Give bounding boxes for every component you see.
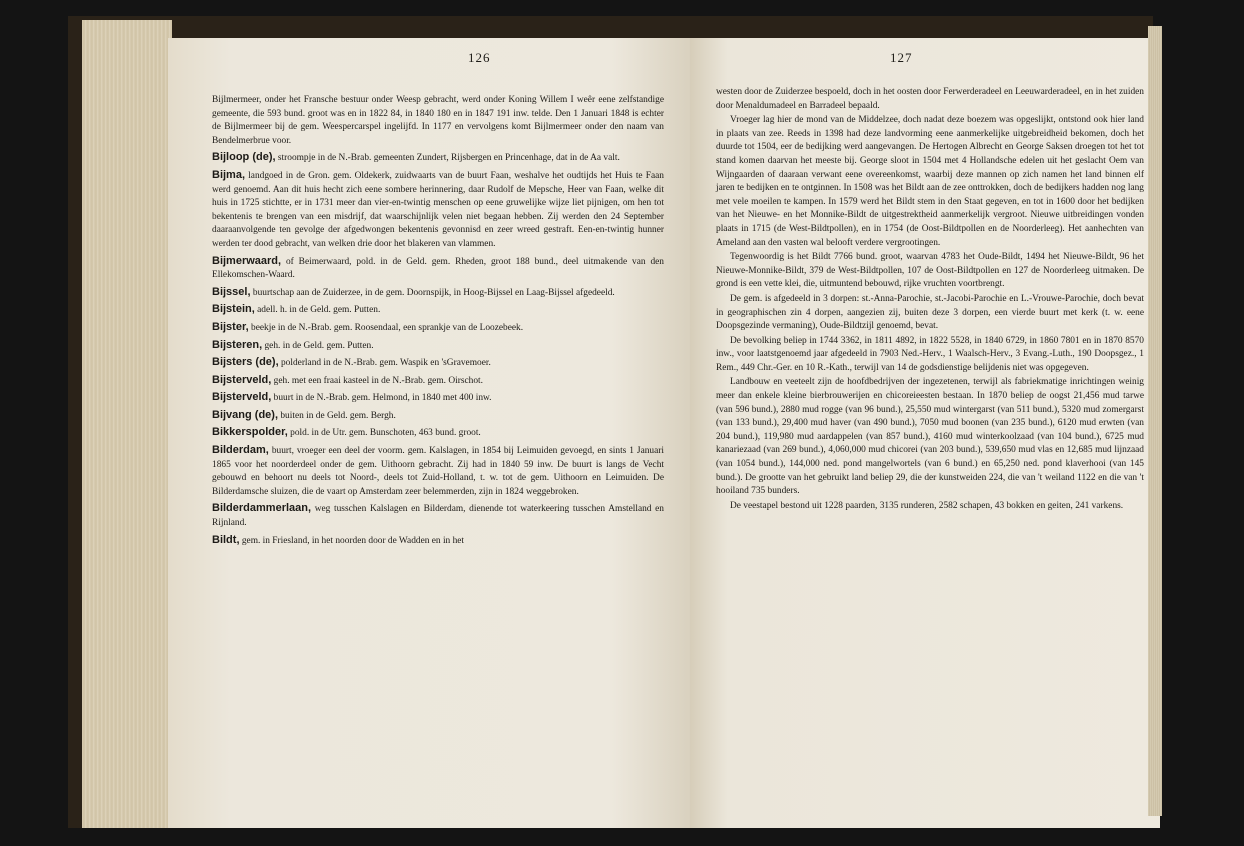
entry-headword: Bijma,: [212, 168, 246, 181]
body-paragraph: De veestapel bestond uit 1228 paarden, 3135 runderen, 2582 schapen, 43 bokken en geiten, 241 varkens.: [730, 500, 1124, 511]
entry-headword: Bijloop (de),: [212, 151, 276, 164]
page-number-left: 126: [468, 50, 491, 65]
dictionary-entry: [212, 169, 664, 252]
entry-headword: Bijster,: [212, 320, 249, 333]
dictionary-entry: [212, 255, 664, 283]
entry-text: polderland in de N.-Brab. gem. Waspik en 'sGravemoer.: [280, 358, 491, 369]
entry-text: beekje in de N.-Brab. gem. Roosendaal, een sprankje van de Loozebeek.: [251, 322, 524, 333]
entry-headword: Bijsters (de),: [212, 356, 279, 369]
body-paragraph: Landbouw en veeteelt zijn de hoofdbedrijven der ingezetenen, terwijl als fabriekmatige inrichtingen weinig meer dan enkele kleine bierbrouwerijen en chicoreieesten bestaan. In 1870 beliep de oogst 21,456 mud tarwe (van 596 bund.), 2880 mud rogge (van 96 bund.), 25,550 mud wintergarst (van 511 bund.), 5320 mud zomergarst (van 133 bund.), 29,400 mud haver (van 490 bund.), 7050 mud boonen (van 235 bund.), 6120 mud erwten (van 204 bund.), 119,980 mud aardappelen (van 857 bund.), 4160 mud winterkoolzaad (van 104 bund.), 6725 mud kanariezaad (van 269 bund.), 4,060,000 mud chicorei (van 203 bund.), 539,650 mud vlas en 12,685 mud lijnzaad (van 1054 bund.), 144,000 ned. pond mangelwortels (van 6 bund.) en 65,250 ned. pond klaverhooi (van 145 bund.). De grootte van het gebruikt land beliep 29, die der kunstweiden 224, die van 't weiland 1122 en die van 't hooiland 735 bunders.: [716, 377, 1144, 497]
entry-headword: Bijssel,: [212, 285, 251, 298]
entry-text: buurtschap aan de Zuiderzee, in de gem. Doornspijk, in Hoog-Bijssel en Laag-Bijssel afgedeeld.: [252, 287, 615, 298]
entry-text: Bijlmermeer, onder het Fransche bestuur onder Weesp gebracht, werd onder Koning Willem I weêr eene zelfstandige gemeente, die 593 bund. groot was en in 1822 84, in 1840 180 en in 1847 191 inw. telde. Den 1 Januari 1848 is echter de Bijlmermeer bij de gem. Weespercarspel ingelijfd. In 1177 en vervolgens komt Bijlmermeer onder den naam van Bendelmerbrue voor.: [212, 95, 664, 146]
dictionary-entry: [212, 286, 664, 301]
right-page-text: [716, 86, 1144, 513]
right-page: [690, 38, 1160, 828]
entry-headword: Bijsterveld,: [212, 391, 272, 404]
entry-headword: Bijstein,: [212, 303, 255, 316]
dictionary-entry: [212, 444, 664, 499]
page-edges-right: [1148, 26, 1162, 816]
entry-text: geh. met een fraai kasteel in de N.-Brab. gem. Oirschot.: [273, 375, 483, 386]
dictionary-entry: [212, 151, 664, 166]
entry-headword: Bijmerwaard,: [212, 254, 282, 267]
entry-text: buurt in de N.-Brab. gem. Helmond, in 1840 met 400 inw.: [273, 393, 492, 404]
body-paragraph: Vroeger lag hier de mond van de Middelzee, doch nadat deze boezem was opgeslijkt, ontstond ook hier land in plaats van zee. Reeds in 1398 had deze landvorming eene aanmerkelijke uitgebreidheid bekomen, doch het duurde tot 1504, eer de bedijking werd aangevangen. De Hertogen Albrecht en George Saksen droegen tot het tot stand komen daarvan het meeste bij. George sloot in 1504 met 4 Hollandsche edelen uit het geslacht Oem van Wijngaarden of daaraan verwant eene overeenkomst, waarbij deze mannen op zich namen het land binnen elf jaren te bedijken en te ontginnen. In 1508 was het Bildt aan de zee onttrokken, doch de bedijkers hadden nog lang met vele moeilen te kampen. In 1579 werd het Bildt stem in den Staat gegeven, en tot in 1600 door het bedijken van het Nieuwe- en het Monnike-Bildt de uitgestrektheid aanmerkelijk vergroot. Nieuwe uitbreidingen vonden plaats in 1715 (de West-Bildtpollen), en in 1754 (de Oost-Bildtpollen en de Noorderleeg). Het aanhechten van Ameland aan den vasten wal belooft verdere vergrootingen.: [716, 115, 1144, 248]
left-page-entries: [212, 94, 664, 548]
dictionary-entry: [212, 409, 664, 424]
entry-text: gem. in Friesland, in het noorden door de Wadden en in het: [241, 535, 465, 546]
entry-text: geh. in de Geld. gem. Putten.: [264, 340, 374, 351]
entry-headword: Bilderdam,: [212, 444, 269, 457]
entry-text: landgoed in de Gron. gem. Oldekerk, zuidwaarts van de buurt Faan, weshalve het oudtijds het Huis te Faan werd genoemd. Aan dit huis hecht zich eene sombere herinnering, daar Rudolf de Mepsche, Heer van Faan, welke dit huis in 1725 stichtte, er in 1731 meer dan vier-en-twintig menschen op eene gruwelijke wijze liet pijnigen, om hen tot bekentenis te brengen van een misdrijf, dat waarschijnlijk velen niet begaan hebben. Zij werden den 24 September daaraanvolgende ten gevolge der afgedwongen bekentenis gevonnisd en zeer wreed gestraft. Een-en-twintig hunner werden ter dood gebracht, van welken drie door het blakeren van vlammen.: [212, 170, 664, 249]
dictionary-entry: [212, 321, 664, 336]
entry-text: weg tusschen Kalslagen en Bilderdam, dienende tot waterkeering tusschen Amstelland en Rijnland.: [212, 504, 664, 529]
body-paragraph: De bevolking beliep in 1744 3362, in 1811 4892, in 1822 5528, in 1840 6729, in 1860 7801 en in 1870 8570 inw., voor laatstgenoemd jaar afgedeeld in 7903 Ned.-Herv., 1 Waalsch-Herv., 3 Evang.-Luth., 190 Doopsgez., 1 Rem., 449 Chr.-Ger. en 10 R.-Kath., terwijl van 14 de godsdienstige belijdenis niet was opgegeven.: [716, 335, 1144, 373]
entry-headword: Bijvang (de),: [212, 408, 279, 421]
body-paragraph: westen door de Zuiderzee bespoeld, doch in het oosten door Ferwerderadeel en Leeuwarderadeel, en in het zuiden door Menaldumadeel en Barradeel bepaald.: [716, 87, 1144, 111]
dictionary-entry: [212, 94, 664, 148]
dictionary-entry: [212, 534, 664, 549]
entry-headword: Bildt,: [212, 533, 240, 546]
open-book: [68, 16, 1153, 828]
entry-text: stroompje in de N.-Brab. gemeenten Zundert, Rijsbergen en Princenhage, dat in de Aa valt.: [277, 153, 620, 164]
dictionary-entry: [212, 303, 664, 318]
entry-text: buiten in de Geld. gem. Bergh.: [280, 410, 396, 421]
page-edges-left: [82, 20, 172, 828]
page-number-right: 127: [890, 50, 913, 65]
dictionary-entry: [212, 356, 664, 371]
entry-headword: Bikkerspolder,: [212, 426, 288, 439]
dictionary-entry: [212, 374, 664, 389]
entry-text: adell. h. in de Geld. gem. Putten.: [257, 305, 381, 316]
entry-text: of Beimerwaard, pold. in de Geld. gem. Rheden, groot 188 bund., deel uitmakende van den Ellekomschen-Waard.: [212, 256, 664, 281]
entry-headword: Bilderdammerlaan,: [212, 502, 312, 515]
entry-text: buurt, vroeger een deel der voorm. gem. Kalslagen, in 1854 bij Leimuiden gevoegd, en sints 1 Januari 1865 voor het noorderdeel onder de gem. Uithoorn gebracht. Zij had in 1840 59 inw. De buurt is langs de Vecht gebouwd en behoort nu deels tot Noord-, deels tot Zuid-Holland, t. w. tot de gem. Uithoorn en Leimuiden. De Bilderdamsche sluizen, die de vaart op Amsterdam zeer belemmerden, zijn in 1824 weggebroken.: [212, 446, 664, 497]
dictionary-entry: [212, 339, 664, 354]
dictionary-entry: [212, 426, 664, 441]
body-paragraph: De gem. is afgedeeld in 3 dorpen: st.-Anna-Parochie, st.-Jacobi-Parochie en L.-Vrouwe-Parochie, doch bevat in geographischen zin 4 dorpen, aangezien zij, buiten deze 3 dorpen, een vierde buurt met kerk (t. w. eene Doopsgezinde vermaning), Oude-Bildtzijl genoemd, bevat.: [716, 293, 1144, 332]
dictionary-entry: [212, 391, 664, 406]
body-paragraph: Tegenwoordig is het Bildt 7766 bund. groot, waarvan 4783 het Oude-Bildt, 1494 het Nieuwe-Bildt, 96 het Nieuwe-Monnike-Bildt, 379 de West-Bildtpollen, 107 de Oost-Bildtpollen en 127 de Noorderleeg uitmaken. De grond is een vette klei, die, uitmuntend bebouwd, rijke vruchten voortbrengt.: [716, 252, 1144, 290]
entry-headword: Bijsteren,: [212, 338, 263, 351]
left-page: [168, 38, 690, 828]
dictionary-entry: [212, 502, 664, 530]
entry-text: pold. in de Utr. gem. Bunschoten, 463 bund. groot.: [290, 428, 481, 439]
entry-headword: Bijsterveld,: [212, 373, 272, 386]
